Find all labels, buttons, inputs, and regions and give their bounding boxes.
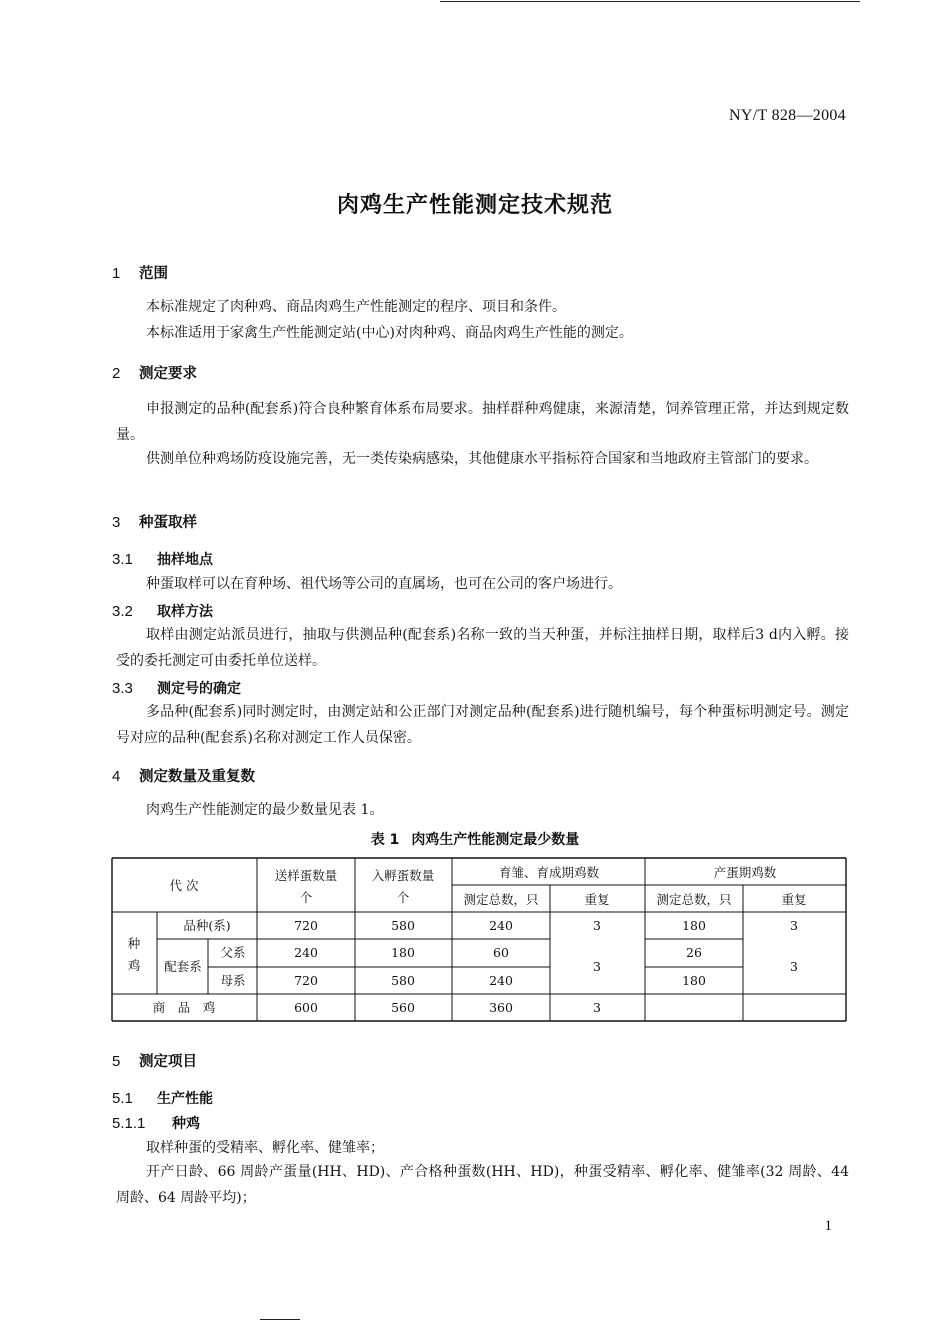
cell-dam-incubated: 580 — [391, 973, 415, 988]
section-number: 3.3 — [112, 680, 133, 697]
cell-sire-rear-total: 60 — [493, 945, 509, 960]
cell-sire-incubated: 180 — [391, 945, 415, 960]
paragraph: 本标准适用于家禽生产性能测定站(中心)对肉种鸡、商品肉鸡生产性能的测定。 — [146, 325, 633, 341]
section-number: 5.1.1 — [112, 1115, 146, 1132]
cell-breed-incubated: 580 — [391, 918, 415, 933]
section-number: 5.1 — [112, 1090, 133, 1107]
header-rearing-period: 育雏、育成期鸡数 — [498, 865, 600, 880]
section-title: 抽样地点 — [157, 552, 213, 568]
paragraph: 开产日龄、66 周龄产蛋量(HH、HD)、产合格种蛋数(HH、HD)，种蛋受精率、孵化率、健雏率(32 周龄、44 周龄、64 周龄平均)； — [116, 1164, 849, 1206]
section-number: 3 — [112, 514, 121, 531]
scan-edge-line — [260, 1319, 300, 1320]
section-3-heading — [112, 511, 197, 532]
cell-dam-lay-total: 180 — [682, 973, 706, 988]
section-number: 3.2 — [112, 603, 133, 620]
paragraph: 供测单位种鸡场防疫设施完善，无一类传染病感染，其他健康水平指标符合国家和当地政府主管部门的要求。 — [146, 451, 818, 467]
table-label: 表 1 — [370, 832, 400, 848]
section-title: 测定要求 — [139, 366, 197, 382]
cell-breed-rear-rep: 3 — [593, 918, 601, 933]
cell-breed-lay-total: 180 — [682, 918, 706, 933]
page-number: 1 — [824, 1218, 832, 1234]
header-eggs-sent-unit: 个 — [299, 890, 313, 905]
paragraph: 申报测定的品种(配套系)符合良种繁育体系布局要求。抽样群种鸡健康，来源清楚，饲养管理正常，并达到规定数量。 — [116, 401, 849, 443]
table-caption — [0, 829, 950, 849]
paragraph: 种蛋取样可以在育种场、祖代场等公司的直属场，也可在公司的客户场进行。 — [146, 576, 622, 592]
section-title: 范围 — [139, 266, 168, 282]
section-number: 2 — [112, 365, 121, 382]
section-title: 测定号的确定 — [157, 681, 241, 697]
row-label-set: 配套系 — [164, 959, 202, 974]
paragraph: 取样种蛋的受精率、孵化率、健雏率； — [146, 1140, 384, 1156]
header-generation: 代 次 — [169, 878, 199, 893]
cell-breed-sent: 720 — [294, 918, 318, 933]
header-lay-total: 测定总数，只 — [656, 892, 732, 907]
header-eggs-incubated-unit: 个 — [396, 890, 410, 905]
section-3-1-heading — [112, 549, 213, 569]
section-number: 4 — [112, 768, 121, 785]
section-title: 生产性能 — [157, 1091, 213, 1107]
standard-number: NY/T 828—2004 — [729, 107, 846, 124]
header-laying-period: 产蛋期鸡数 — [713, 865, 777, 880]
cell-commercial-rear-rep: 3 — [593, 1000, 601, 1015]
row-label-dam: 母系 — [220, 973, 246, 988]
scan-edge-line — [440, 1, 860, 2]
section-number: 5 — [112, 1053, 121, 1070]
cell-breed-lay-rep: 3 — [790, 918, 798, 933]
cell-dam-rear-total: 240 — [489, 973, 513, 988]
paragraph: 本标准规定了肉种鸡、商品肉鸡生产性能测定的程序、项目和条件。 — [146, 299, 566, 315]
section-number: 1 — [112, 265, 121, 282]
paragraph: 肉鸡生产性能测定的最少数量见表 1。 — [146, 802, 384, 818]
header-lay-replicates: 重复 — [781, 892, 807, 907]
cell-commercial-incubated: 560 — [391, 1000, 415, 1015]
cell-commercial-rear-total: 360 — [489, 1000, 513, 1015]
cell-set-lay-rep: 3 — [790, 959, 798, 974]
section-1-heading — [112, 262, 168, 283]
header-rear-total: 测定总数，只 — [463, 892, 539, 907]
row-label-sire: 父系 — [220, 945, 246, 960]
section-2-heading — [112, 362, 197, 383]
section-title: 种鸡 — [172, 1116, 200, 1132]
section-5-1-1-heading — [112, 1113, 200, 1133]
section-3-3-heading — [112, 678, 241, 698]
table-1 — [112, 858, 847, 1022]
section-number: 3.1 — [112, 551, 133, 568]
section-title: 测定数量及重复数 — [139, 769, 255, 785]
row-label-breed: 品种(系) — [183, 918, 231, 933]
cell-sire-lay-total: 26 — [686, 945, 702, 960]
section-3-2-heading — [112, 601, 213, 621]
paragraph: 取样由测定站派员进行，抽取与供测品种(配套系)名称一致的当天种蛋，并标注抽样日期，取样后3 d内入孵。接受的委托测定可由委托单位送样。 — [116, 627, 849, 669]
cell-dam-sent: 720 — [294, 973, 318, 988]
section-4-heading — [112, 765, 255, 786]
header-eggs-incubated: 入孵蛋数量 — [371, 868, 435, 883]
document-title: 肉鸡生产性能测定技术规范 — [336, 193, 613, 218]
section-title: 测定项目 — [139, 1054, 197, 1070]
cell-breed-rear-total: 240 — [489, 918, 513, 933]
cell-sire-sent: 240 — [294, 945, 318, 960]
cell-commercial-sent: 600 — [294, 1000, 318, 1015]
section-5-heading — [112, 1050, 197, 1071]
cell-set-rear-rep: 3 — [593, 959, 601, 974]
section-title: 取样方法 — [157, 604, 213, 620]
row-label-breeder: 鸡 — [127, 958, 141, 973]
section-5-1-heading — [112, 1088, 213, 1108]
row-label-breeder: 种 — [127, 936, 141, 951]
table-caption-text: 肉鸡生产性能测定最少数量 — [411, 832, 580, 848]
header-rear-replicates: 重复 — [584, 892, 610, 907]
row-label-commercial: 商 品 鸡 — [152, 1000, 216, 1015]
paragraph: 多品种(配套系)同时测定时，由测定站和公正部门对测定品种(配套系)进行随机编号，每个种蛋标明测定号。测定号对应的品种(配套系)名称对测定工作人员保密。 — [116, 704, 849, 746]
section-title: 种蛋取样 — [139, 515, 197, 531]
header-eggs-sent: 送样蛋数量 — [274, 868, 338, 883]
